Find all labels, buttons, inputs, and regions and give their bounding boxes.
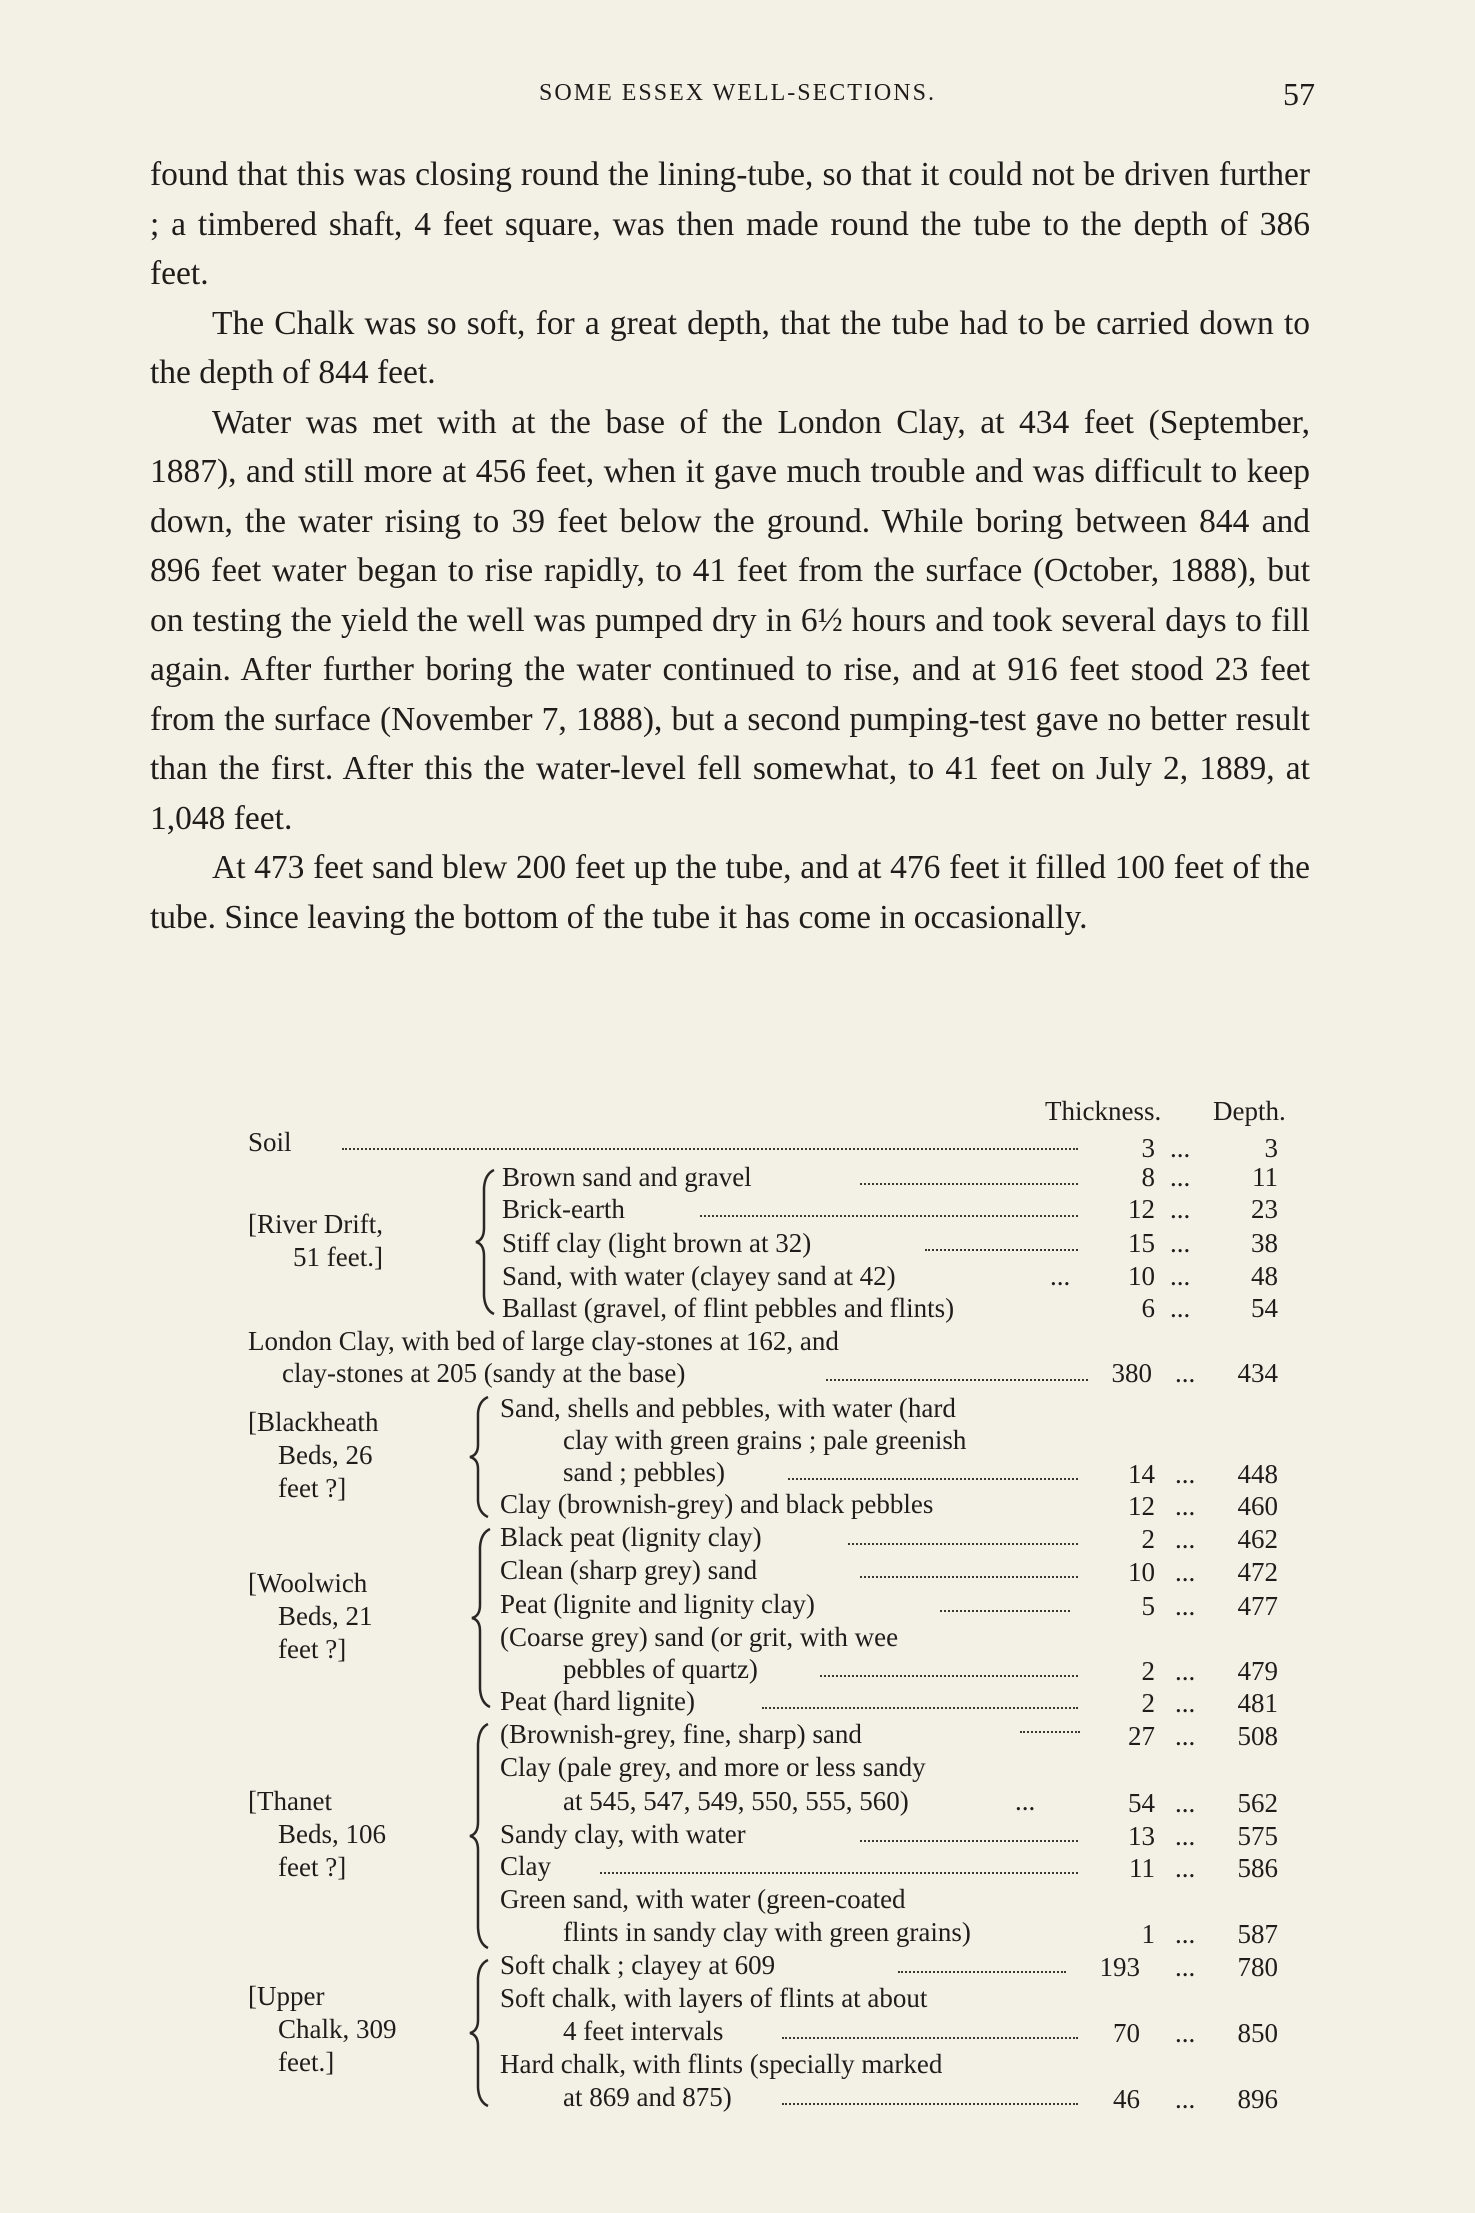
running-header: SOME ESSEX WELL-SECTIONS. (539, 80, 936, 106)
dot-leader (848, 1533, 1078, 1545)
group-label-line: Beds, 106 (278, 1819, 386, 1849)
ellipsis: ... (1175, 1788, 1196, 1818)
ellipsis: ... (1170, 1162, 1191, 1192)
dot-leader (826, 1369, 1088, 1381)
group-label-line: [Woolwich (248, 1568, 368, 1598)
ellipsis: ... (1175, 1721, 1196, 1751)
group-label-line: [Blackheath (248, 1407, 379, 1437)
left-brace (470, 1168, 500, 1316)
group-label-line: feet ?] (278, 1852, 347, 1882)
ellipsis: ... (1175, 1557, 1196, 1587)
thickness-value: 46 (1113, 2084, 1140, 2114)
row-text: Clay (pale grey, and more or less sandy (500, 1752, 926, 1782)
left-brace (464, 1958, 494, 2108)
thickness-value: 13 (1128, 1821, 1155, 1851)
thickness-value: 10 (1128, 1261, 1155, 1291)
group-label-thanet (248, 1785, 448, 1884)
thickness-value: 2 (1141, 1656, 1155, 1686)
paragraph-4: At 473 feet sand blew 200 feet up the tube, and at 476 feet it filled 100 feet of the tube. Since leaving the bottom of the tube it has come in occasionally. (150, 849, 1310, 936)
depth-value: 479 (1237, 1656, 1278, 1686)
row-text: flints in sandy clay with green grains) (563, 1917, 971, 1947)
row-text: Sand, with water (clayey sand at 42) (502, 1261, 896, 1291)
thickness-value: 2 (1141, 1524, 1155, 1554)
group-label-line: feet ?] (278, 1473, 347, 1503)
group-label-line: feet.] (278, 2047, 335, 2077)
row-text: Hard chalk, with flints (specially marked (500, 2049, 943, 2079)
ellipsis: ... (1175, 1919, 1196, 1949)
dot-leader (762, 1697, 1078, 1709)
thickness-value: 6 (1141, 1293, 1155, 1323)
thickness-value: 70 (1113, 2018, 1140, 2048)
body-text (150, 150, 1310, 942)
row-text: Soft chalk, with layers of flints at about (500, 1983, 928, 2013)
group-label-woolwich (248, 1567, 448, 1666)
group-label-line: Beds, 26 (278, 1440, 373, 1470)
row-text: Ballast (gravel, of flint pebbles and flints) (502, 1293, 955, 1323)
row-text: Soft chalk ; clayey at 609 (500, 1950, 776, 1980)
row-text: clay with green grains ; pale greenish (563, 1425, 967, 1455)
thickness-value: 193 (1099, 1952, 1140, 1982)
dot-leader (1020, 1721, 1080, 1733)
thickness-value: 380 (1111, 1358, 1152, 1388)
ellipsis: ... (1175, 2084, 1196, 2114)
ellipsis: ... (1050, 1261, 1071, 1291)
left-brace (464, 1395, 494, 1519)
depth-value: 434 (1237, 1358, 1278, 1388)
row-text: London Clay, with bed of large clay-stones at 162, and (248, 1326, 839, 1356)
dot-leader (898, 1961, 1066, 1973)
dot-leader (782, 2093, 1078, 2105)
depth-value: 575 (1237, 1821, 1278, 1851)
thickness-value: 8 (1141, 1162, 1155, 1192)
thickness-value: 1 (1141, 1919, 1155, 1949)
dot-leader (860, 1173, 1078, 1185)
ellipsis: ... (1175, 1853, 1196, 1883)
depth-value: 448 (1237, 1459, 1278, 1489)
depth-value: 587 (1237, 1919, 1278, 1949)
depth-value: 586 (1237, 1853, 1278, 1883)
depth-value: 38 (1251, 1228, 1278, 1258)
row-text: (Brownish-grey, fine, sharp) sand (500, 1719, 862, 1749)
soil-label: Soil (248, 1127, 292, 1157)
paragraph-1: found that this was closing round the lining-tube, so that it could not be driven further ; a timbered shaft, 4 feet square, was then made round the tube to the depth of 386 feet. (150, 156, 1310, 292)
thickness-value: 12 (1128, 1491, 1155, 1521)
thickness-header: Thickness. (1045, 1096, 1162, 1126)
row-text: pebbles of quartz) (563, 1654, 758, 1684)
paragraph-2: The Chalk was so soft, for a great depth, that the tube had to be carried down to the depth of 844 feet. (150, 304, 1310, 391)
ellipsis: ... (1175, 2018, 1196, 2048)
ellipsis: ... (1175, 1821, 1196, 1851)
row-text: Sandy clay, with water (500, 1819, 746, 1849)
depth-value: 780 (1237, 1952, 1278, 1982)
row-text: clay-stones at 205 (sandy at the base) (282, 1358, 686, 1388)
dot-leader (860, 1830, 1078, 1842)
group-label-line: [Thanet (248, 1786, 332, 1816)
row-text: Stiff clay (light brown at 32) (502, 1228, 812, 1258)
group-label-line: [Upper (248, 1981, 325, 2011)
thickness-value: 14 (1128, 1459, 1155, 1489)
group-label-blackheath (248, 1406, 448, 1505)
depth-value: 460 (1237, 1491, 1278, 1521)
ellipsis: ... (1175, 1358, 1196, 1388)
dot-leader (788, 1468, 1078, 1480)
ellipsis: ... (1175, 1656, 1196, 1686)
dot-leader (782, 2027, 1078, 2039)
ellipsis: ... (1175, 1524, 1196, 1554)
depth-header: Depth. (1213, 1096, 1286, 1126)
row-text: Peat (lignite and lignity clay) (500, 1589, 815, 1619)
row-text: (Coarse grey) sand (or grit, with wee (500, 1622, 899, 1652)
depth-value: 896 (1237, 2084, 1278, 2114)
row-text: Clay (500, 1851, 551, 1881)
ellipsis: ... (1170, 1194, 1191, 1224)
row-text: Green sand, with water (green-coated (500, 1884, 906, 1914)
thickness-value: 12 (1128, 1194, 1155, 1224)
row-text: Brown sand and gravel (502, 1162, 752, 1192)
row-text: Black peat (lignity clay) (500, 1522, 762, 1552)
row-text: at 545, 547, 549, 550, 555, 560) (563, 1786, 909, 1816)
thickness-value: 54 (1128, 1788, 1155, 1818)
depth-value: 472 (1237, 1557, 1278, 1587)
page-number: 57 (1283, 76, 1315, 112)
thickness-value: 11 (1129, 1853, 1155, 1883)
row-text: 4 feet intervals (563, 2016, 724, 2046)
group-label-line: Beds, 21 (278, 1601, 373, 1631)
dot-leader (925, 1239, 1078, 1251)
thickness-value: 3 (1141, 1133, 1155, 1163)
row-text: Sand, shells and pebbles, with water (hard (500, 1393, 956, 1423)
depth-value: 23 (1251, 1194, 1278, 1224)
ellipsis: ... (1175, 1591, 1196, 1621)
dot-leader (860, 1566, 1078, 1578)
depth-value: 481 (1237, 1688, 1278, 1718)
depth-value: 11 (1252, 1162, 1278, 1192)
depth-value: 54 (1251, 1293, 1278, 1323)
depth-value: 850 (1237, 2018, 1278, 2048)
ellipsis: ... (1175, 1459, 1196, 1489)
thickness-value: 2 (1141, 1688, 1155, 1718)
group-label-line: 51 feet.] (293, 1242, 383, 1272)
depth-value: 477 (1237, 1591, 1278, 1621)
thickness-value: 15 (1128, 1228, 1155, 1258)
left-brace (466, 1527, 496, 1709)
ellipsis: ... (1015, 1786, 1036, 1816)
group-label-river-drift (248, 1208, 448, 1274)
group-label-line: [River Drift, (248, 1209, 383, 1239)
thickness-value: 5 (1141, 1591, 1155, 1621)
ellipsis: ... (1175, 1491, 1196, 1521)
group-label-upper-chalk (248, 1980, 448, 2079)
dot-leader (700, 1205, 1078, 1217)
depth-value: 48 (1251, 1261, 1278, 1291)
ellipsis: ... (1175, 1952, 1196, 1982)
thickness-value: 10 (1128, 1557, 1155, 1587)
thickness-value: 27 (1128, 1721, 1155, 1751)
ellipsis: ... (1175, 1688, 1196, 1718)
row-text: Clay (brownish-grey) and black pebbles (500, 1489, 934, 1519)
ellipsis: ... (1170, 1261, 1191, 1291)
depth-value: 462 (1237, 1524, 1278, 1554)
dot-leader (820, 1665, 1078, 1677)
depth-value: 508 (1237, 1721, 1278, 1751)
paragraph-3: Water was met with at the base of the London Clay, at 434 feet (September, 1887), and still more at 456 feet, when it gave much trouble and was difficult to keep down, the water rising to 39 feet below the ground. While boring between 844 and 896 feet water began to rise rapidly, to 41 feet from the surface (October, 1888), but on testing the yield the well was pumped dry in 6½ hours and took several days to fill again. After further boring the water continued to rise, and at 916 feet stood 23 feet from the surface (November 7, 1888), but a second pumping-test gave no better result than the first. After this the water-level fell somewhat, to 41 feet on July 2, 1889, at 1,048 feet. (150, 403, 1310, 837)
group-label-line: feet ?] (278, 1634, 347, 1664)
ellipsis: ... (1170, 1228, 1191, 1258)
row-text: at 869 and 875) (563, 2082, 732, 2112)
group-label-line: Chalk, 309 (278, 2014, 397, 2044)
depth-value: 562 (1237, 1788, 1278, 1818)
left-brace (464, 1722, 494, 1950)
dot-leader (600, 1862, 1078, 1874)
dot-leader (342, 1138, 1078, 1150)
ellipsis: ... (1170, 1293, 1191, 1323)
row-text: Clean (sharp grey) sand (500, 1555, 758, 1585)
row-text: sand ; pebbles) (563, 1457, 725, 1487)
row-text: Peat (hard lignite) (500, 1686, 695, 1716)
ellipsis: ... (1170, 1133, 1191, 1163)
depth-value: 3 (1264, 1133, 1278, 1163)
row-text: Brick-earth (502, 1194, 625, 1224)
dot-leader (940, 1600, 1070, 1612)
